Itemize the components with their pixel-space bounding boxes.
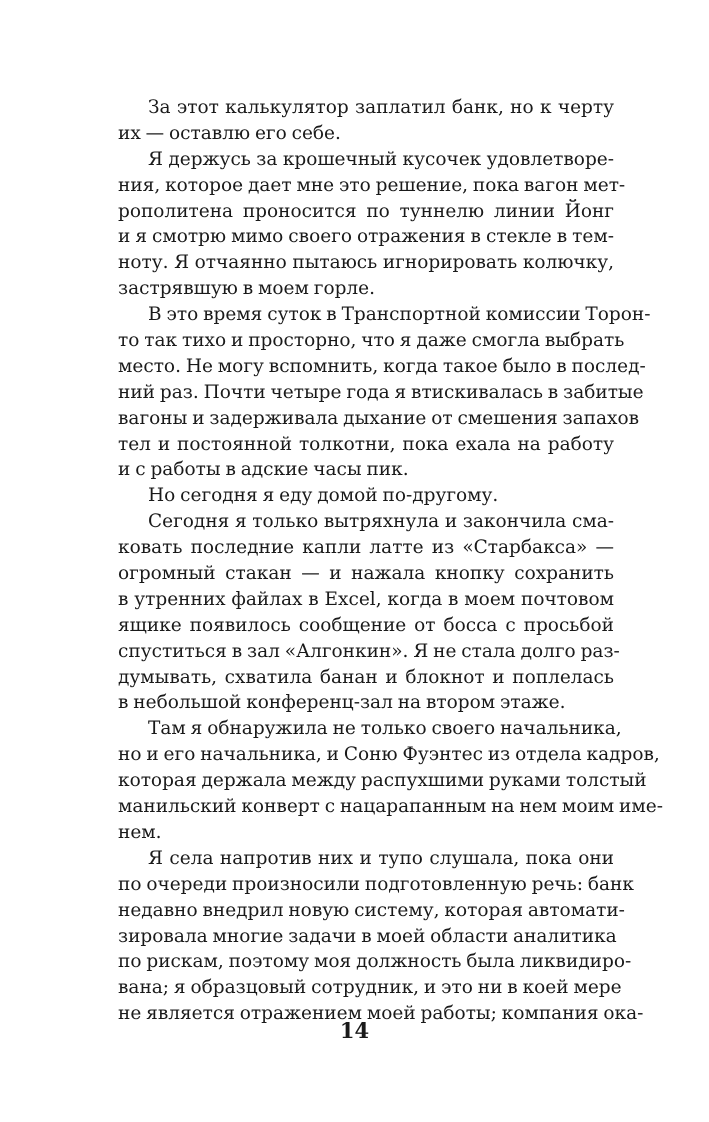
text-line: Я держусь за крошечный кусочек удовлетворе- <box>148 148 614 170</box>
text-line: ящике появилось сообщение от босса с просьбой <box>118 614 614 636</box>
text-line: зировала многие задачи в моей области аналитика <box>118 925 617 947</box>
text-line: и с работы в адские часы пик. <box>118 459 409 481</box>
page-number: 14 <box>339 1018 370 1043</box>
text-line: вана; я образцовый сотрудник, и это ни в коей мере <box>118 977 622 999</box>
text-line: Там я обнаружила не только своего начальника, <box>148 718 622 740</box>
text-line: и я смотрю мимо своего отражения в стекле в тем- <box>118 226 614 248</box>
text-line: рополитена проносится по туннелю линии Йонг <box>118 200 614 222</box>
text-line: тел и постоянной толкотни, пока ехала на работу <box>118 433 614 455</box>
text-line: застрявшую в моем горле. <box>118 278 376 300</box>
text-line: но и его начальника, и Соню Фуэнтес из отдела кадров, <box>118 744 660 766</box>
body-text <box>118 95 663 1027</box>
text-line: не является отражением моей работы; компания ока- <box>118 1003 644 1025</box>
text-line: Сегодня я только вытряхнула и закончила сма- <box>148 511 614 533</box>
text-line: огромный стакан — и нажала кнопку сохранить <box>118 563 614 585</box>
text-line: по рискам, поэтому моя должность была ликвидиро- <box>118 951 632 973</box>
text-line: За этот калькулятор заплатил банк, но к черту <box>148 97 614 118</box>
text-line: по очереди произносили подготовленную речь: банк <box>118 873 634 895</box>
text-line: ний раз. Почти четыре года я втискивалась в забитые <box>118 381 644 403</box>
text-line: которая держала между распухшими руками толстый <box>118 770 647 792</box>
text-line: их — оставлю его себе. <box>118 122 341 144</box>
text-line: в утренних файлах в Excel, когда в моем почтовом <box>118 588 614 610</box>
text-line: то так тихо и просторно, что я даже смогла выбрать <box>118 330 625 352</box>
text-line: ковать последние капли латте из «Старбакса» — <box>118 537 614 559</box>
text-line: Я села напротив них и тупо слушала, пока они <box>148 847 614 869</box>
text-line: в небольшой конференц-зал на втором этаже. <box>118 692 566 714</box>
text-line: думывать, схватила банан и блокнот и поплелась <box>118 666 614 688</box>
text-line: Но сегодня я еду домой по-другому. <box>148 485 499 507</box>
text-line: ния, которое дает мне это решение, пока вагон мет- <box>118 174 626 196</box>
text-line: В это время суток в Транспортной комиссии Торон- <box>148 304 651 326</box>
text-line: нем. <box>118 821 162 843</box>
text-line: вагоны и задерживала дыхание от смешения запахов <box>118 407 640 429</box>
text-line: спуститься в зал «Алгонкин». Я не стала долго раз- <box>118 640 620 662</box>
text-line: место. Не могу вспомнить, когда такое было в послед- <box>118 355 646 377</box>
text-line: ноту. Я отчаянно пытаюсь игнорировать колючку, <box>118 252 614 274</box>
text-line: манильский конверт с нацарапанным на нем моим име- <box>118 796 663 818</box>
text-line: недавно внедрил новую систему, которая автомати- <box>118 899 625 921</box>
